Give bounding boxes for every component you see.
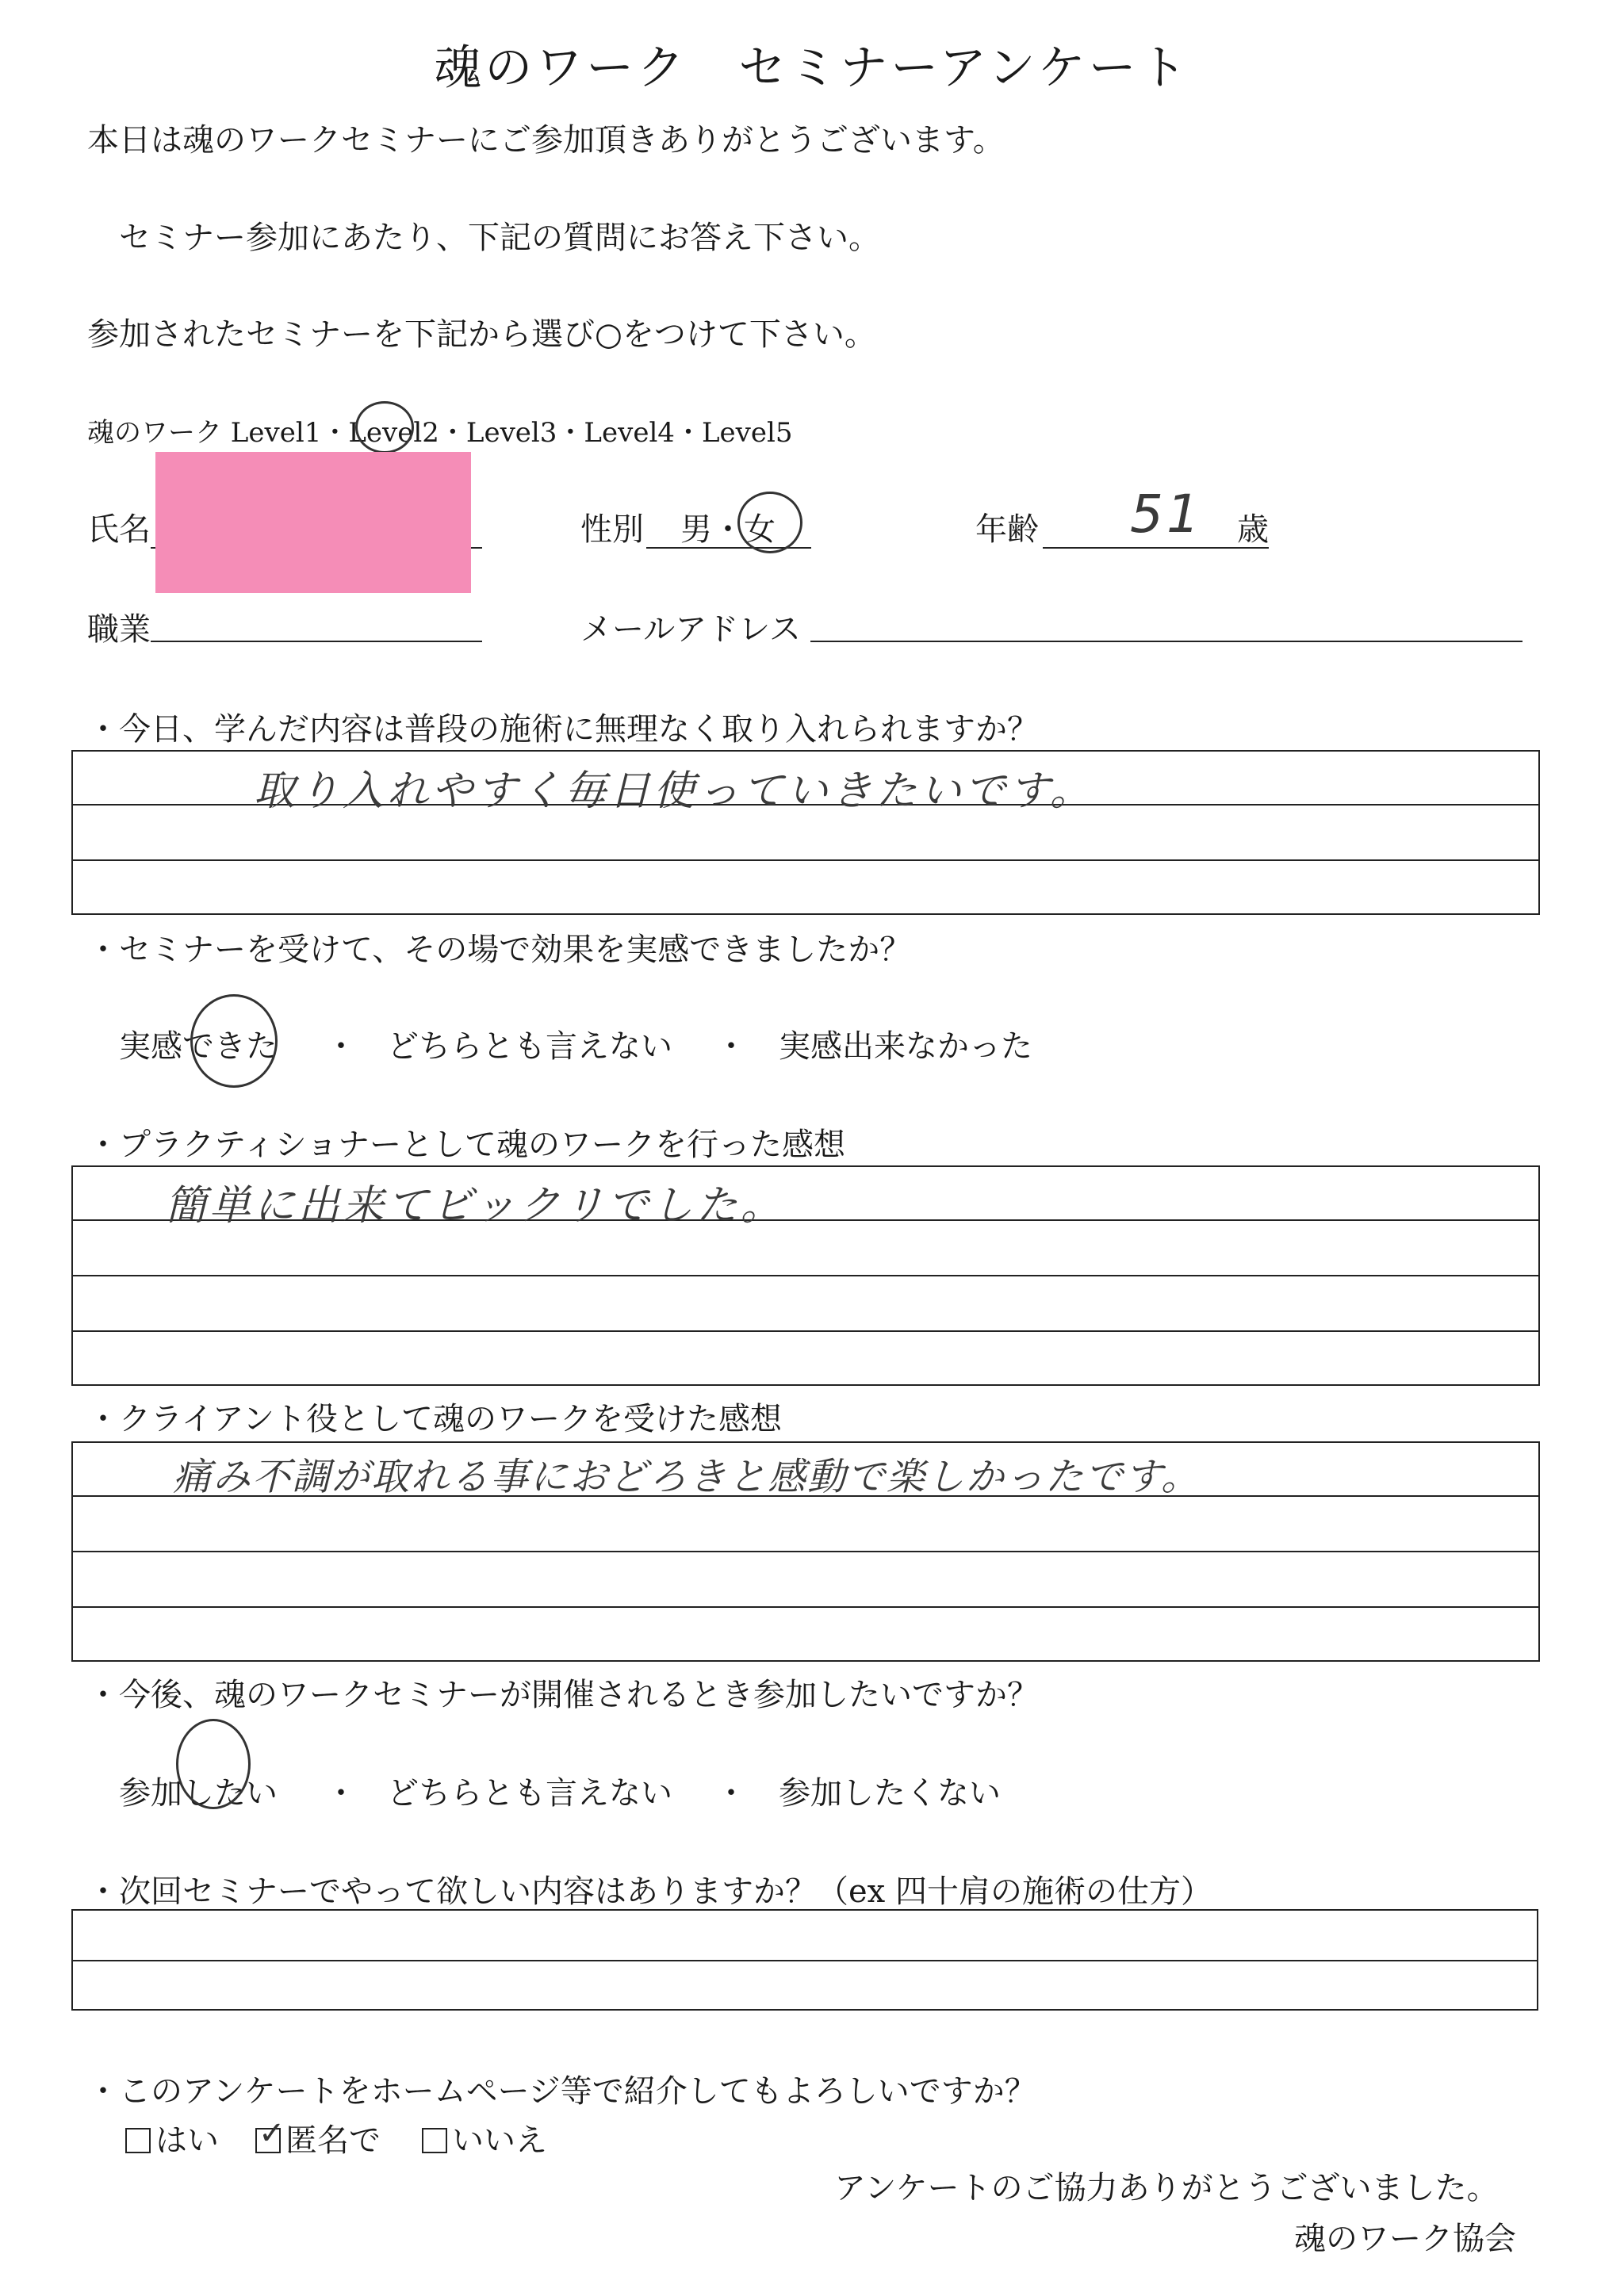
age-label: 年齢 (975, 511, 1039, 548)
thanks-text: アンケートのご協力ありがとうございました。 (834, 2170, 1499, 2206)
q2-separator-1: ・ (325, 1028, 357, 1065)
q7-yes-label: はい (155, 2122, 219, 2159)
email-line[interactable] (810, 641, 1522, 642)
age-line[interactable] (1043, 547, 1269, 549)
q5-option-1-circle-mark (176, 1719, 251, 1809)
gender-label: 性別 (580, 511, 644, 548)
intro-text-3: 参加されたセミナーを下記から選び○をつけて下さい。 (87, 316, 876, 353)
gender-options: 男・女 (680, 511, 776, 548)
q3-question: ・プラクティショナーとして魂のワークを行った感想 (87, 1127, 845, 1163)
gender-female-circle-mark (737, 492, 802, 553)
q7-option-yes[interactable] (125, 2115, 219, 2160)
age-value: 51 (1130, 484, 1203, 545)
q6-question: ・次回セミナーでやって欲しい内容はありますか？（ex 四十肩の施術の仕方） (87, 1873, 1212, 1910)
q2-option-3: 実感出来なかった (779, 1028, 1032, 1065)
q5-option-2: どちらとも言えない (387, 1775, 672, 1812)
q4-question: ・クライアント役として魂のワークを受けた感想 (87, 1401, 782, 1437)
q6-answer-box[interactable] (71, 1909, 1538, 2011)
organization-name: 魂のワーク協会 (1294, 2221, 1516, 2257)
email-label: メールアドレス (580, 611, 801, 648)
intro-text-2: セミナー参加にあたり、下記の質問にお答え下さい。 (119, 220, 880, 256)
q2-option-1: 実感できた (119, 1028, 278, 1065)
level2-circle-mark (355, 401, 414, 453)
q2-option-2: どちらとも言えない (387, 1028, 672, 1065)
q7-question: ・このアンケートをホームページ等で紹介してもよろしいですか？ (87, 2073, 1036, 2110)
q1-answer: 取り入れやすく毎日使っていきたいです。 (254, 767, 1094, 815)
q7-anonymous-checkbox[interactable] (255, 2115, 285, 2153)
redaction-sticky-note (155, 452, 471, 593)
q5-separator-2: ・ (715, 1775, 747, 1812)
q3-answer: 簡単に出来てビックリでした。 (165, 1182, 785, 1230)
q5-separator-1: ・ (325, 1775, 357, 1812)
q7-no-label: いいえ (452, 2122, 547, 2159)
q2-separator-2: ・ (715, 1028, 747, 1065)
q5-option-3: 参加したくない (779, 1775, 1001, 1812)
age-unit: 歳 (1237, 511, 1269, 548)
q1-question: ・今日、学んだ内容は普段の施術に無理なく取り入れられますか？ (87, 711, 1039, 748)
q5-question: ・今後、魂のワークセミナーが開催されるとき参加したいですか？ (87, 1677, 1039, 1713)
q7-anonymous-label: 匿名で (285, 2122, 381, 2159)
q2-option-1-circle-mark (190, 994, 278, 1088)
job-line[interactable] (151, 641, 482, 642)
q4-answer: 痛み不調が取れる事におどろきと感動で楽しかったです。 (173, 1455, 1201, 1499)
checkmark-icon: ✓ (259, 2115, 285, 2152)
q7-yes-checkbox[interactable] (125, 2128, 151, 2153)
q7-option-anonymous[interactable] (255, 2115, 381, 2160)
q5-option-1: 参加したい (119, 1775, 278, 1812)
job-label: 職業 (87, 611, 151, 648)
q2-question: ・セミナーを受けて、その場で効果を実感できましたか？ (87, 932, 912, 968)
q7-no-checkbox[interactable] (422, 2128, 447, 2153)
level-options: 魂のワーク Level1・Level2・Level3・Level4・Level5 (87, 417, 793, 449)
q7-option-no[interactable] (422, 2115, 547, 2160)
name-label: 氏名 (87, 511, 151, 548)
page-title: 魂のワーク セミナーアンケート (434, 40, 1190, 96)
intro-text-1: 本日は魂のワークセミナーにご参加頂きありがとうございます。 (87, 122, 1005, 159)
